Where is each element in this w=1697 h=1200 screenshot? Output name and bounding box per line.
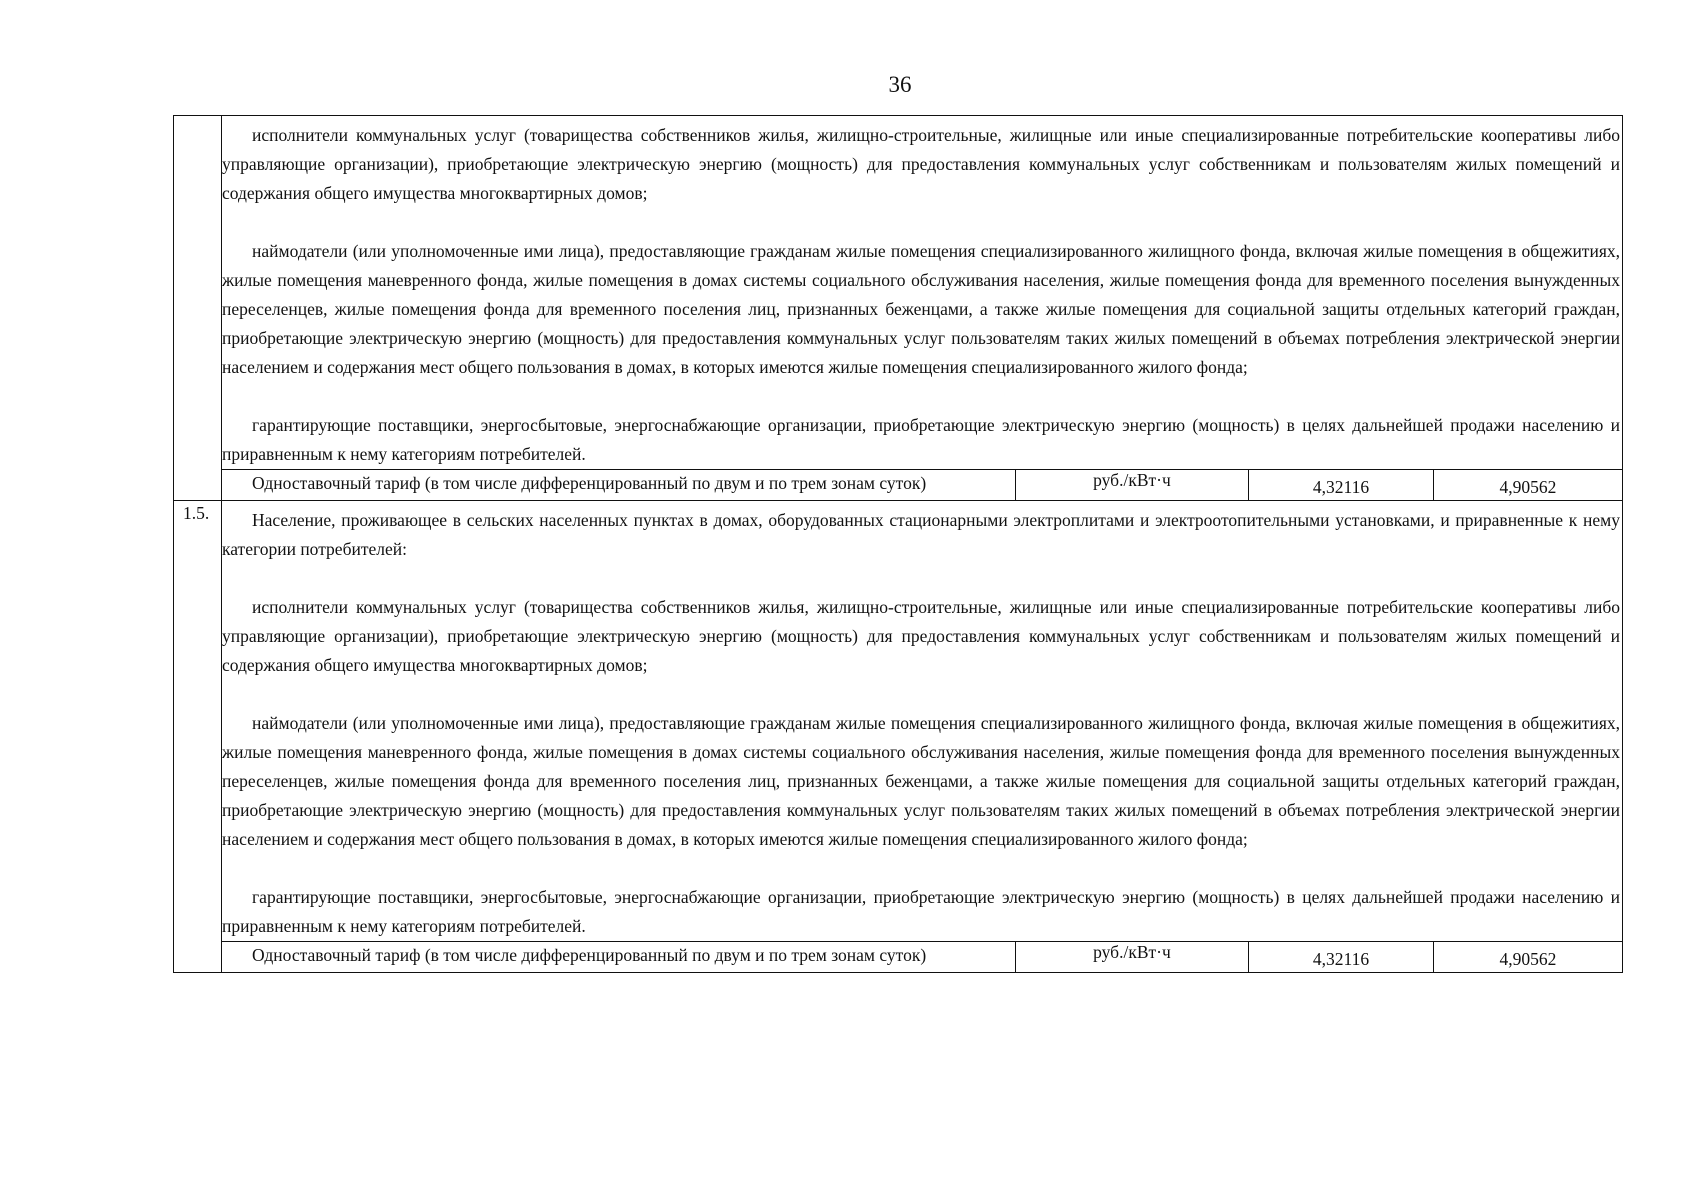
paragraph: исполнители коммунальных услуг (товарищества собственников жилья, жилищно-строительные, жилищные или иные специализированные потребительские кооперативы либо управляющие организации), приобретающие электрическую энергию (мощность) для предоставления коммунальных услуг собственникам и пользователям жилых помещений и содержания общего имущества многоквартирных домов;	[222, 597, 1620, 675]
tariff-unit: руб./кВт·ч	[1015, 470, 1248, 501]
tariff-table	[173, 115, 1623, 973]
table-row	[174, 116, 1623, 470]
row-description	[222, 501, 1623, 942]
page-number: 36	[888, 72, 912, 97]
row-number: 1.5.	[174, 501, 222, 973]
tariff-label: Одноставочный тариф (в том числе дифференцированный по двум и по трем зонам суток)	[222, 470, 1016, 501]
table-row	[174, 501, 1623, 942]
paragraph: наймодатели (или уполномоченные ими лица), предоставляющие гражданам жилые помещения специализированного жилищного фонда, включая жилые помещения в общежитиях, жилые помещения маневренного фонда, жилые помещения в домах системы социального обслуживания населения, жилые помещения фонда для временного поселения вынужденных переселенцев, жилые помещения фонда для временного поселения лиц, признанных беженцами, а также жилые помещения для социальной защиты отдельных категорий граждан, приобретающие электрическую энергию (мощность) для предоставления коммунальных услуг пользователям таких жилых помещений в объемах потребления электрической энергии населением и содержания мест общего пользования в домах, в которых имеются жилые помещения специализированного жилого фонда;	[222, 241, 1620, 377]
tariff-row	[174, 470, 1623, 501]
tariff-value-second-half: 4,90562	[1433, 470, 1622, 501]
tariff-value-second-half: 4,90562	[1433, 942, 1622, 973]
tariff-unit: руб./кВт·ч	[1015, 942, 1248, 973]
tariff-row	[174, 942, 1623, 973]
paragraph: исполнители коммунальных услуг (товарищества собственников жилья, жилищно-строительные, жилищные или иные специализированные потребительские кооперативы либо управляющие организации), приобретающие электрическую энергию (мощность) для предоставления коммунальных услуг собственникам и пользователям жилых помещений и содержания общего имущества многоквартирных домов;	[222, 125, 1620, 203]
tariff-value-first-half: 4,32116	[1248, 942, 1433, 973]
tariff-label: Одноставочный тариф (в том числе дифференцированный по двум и по трем зонам суток)	[222, 942, 1016, 973]
tariff-value-first-half: 4,32116	[1248, 470, 1433, 501]
paragraph: гарантирующие поставщики, энергосбытовые, энергоснабжающие организации, приобретающие электрическую энергию (мощность) в целях дальнейшей продажи населению и приравненным к нему категориям потребителей.	[222, 887, 1620, 936]
paragraph: Население, проживающее в сельских населенных пунктах в домах, оборудованных стационарными электроплитами и электроотопительными установками, и приравненные к нему категории потребителей:	[222, 510, 1620, 559]
paragraph: гарантирующие поставщики, энергосбытовые, энергоснабжающие организации, приобретающие электрическую энергию (мощность) в целях дальнейшей продажи населению и приравненным к нему категориям потребителей.	[222, 415, 1620, 464]
row-description	[222, 116, 1623, 470]
row-number	[174, 116, 222, 501]
paragraph: наймодатели (или уполномоченные ими лица), предоставляющие гражданам жилые помещения специализированного жилищного фонда, включая жилые помещения в общежитиях, жилые помещения маневренного фонда, жилые помещения в домах системы социального обслуживания населения, жилые помещения фонда для временного поселения вынужденных переселенцев, жилые помещения фонда для временного поселения лиц, признанных беженцами, а также жилые помещения для социальной защиты отдельных категорий граждан, приобретающие электрическую энергию (мощность) для предоставления коммунальных услуг пользователям таких жилых помещений в объемах потребления электрической энергии населением и содержания мест общего пользования в домах, в которых имеются жилые помещения специализированного жилого фонда;	[222, 713, 1620, 849]
